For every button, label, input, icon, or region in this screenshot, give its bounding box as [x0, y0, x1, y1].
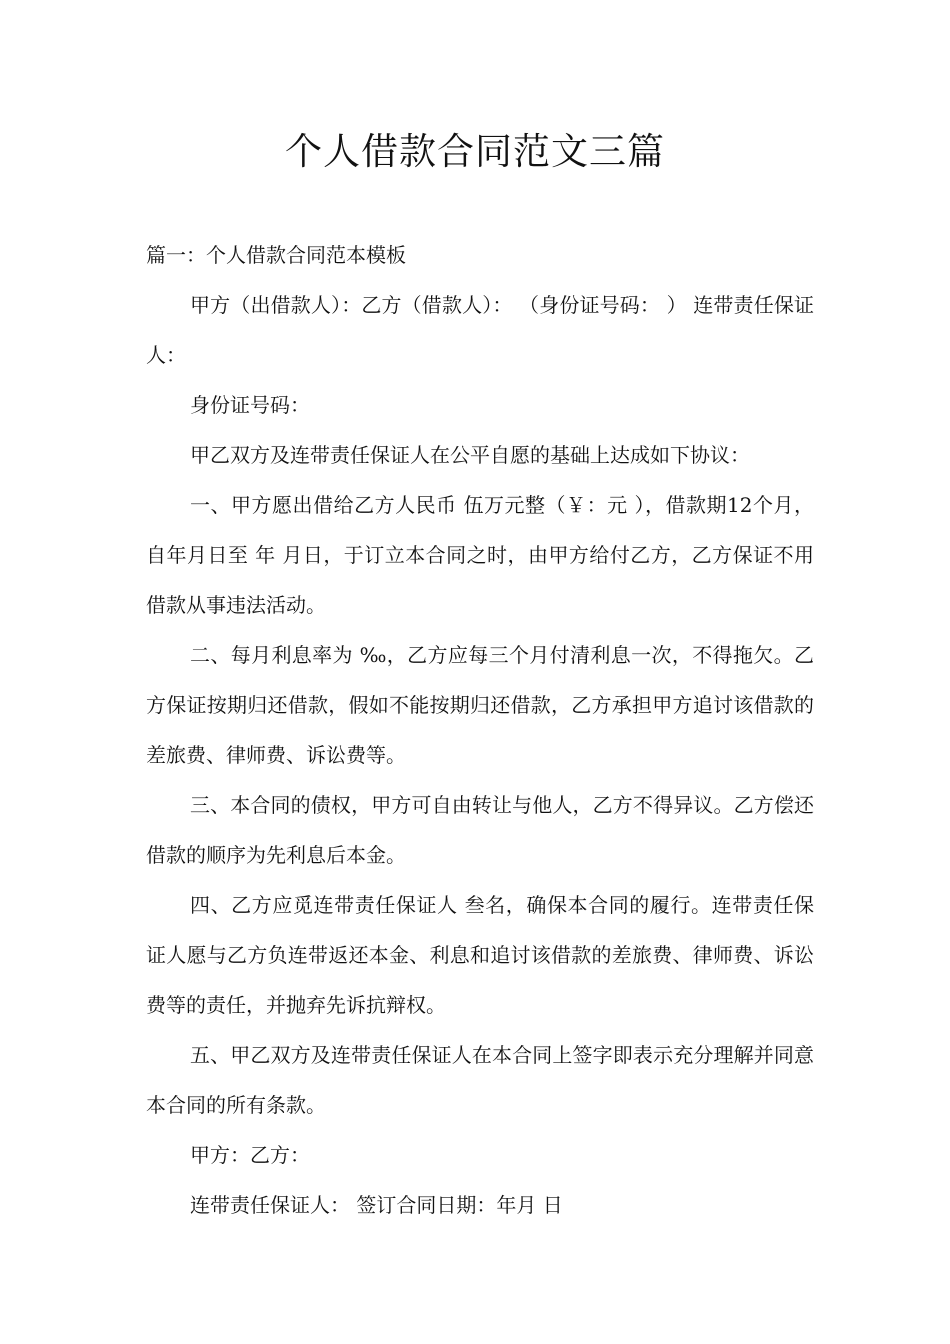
paragraph-id-number: 身份证号码：: [190, 393, 310, 417]
paragraph-agreement-intro: 甲乙双方及连带责任保证人在公平自愿的基础上达成如下协议：: [190, 443, 750, 467]
paragraph-guarantor-date: 连带责任保证人： 签订合同日期：年月 日: [190, 1193, 563, 1217]
paragraph-clause-5: 五、甲乙双方及连带责任保证人在本合同上签字即表示充分理解并同意本合同的所有条款。: [146, 1043, 814, 1117]
paragraph-clause-4: 四、乙方应觅连带责任保证人 叁名，确保本合同的履行。连带责任保证人愿与乙方负连带返还本金、利息和追讨该借款的差旅费、律师费、诉讼费等的责任，并抛弃先诉抗辩权。: [146, 893, 814, 1017]
section-heading: 篇一：个人借款合同范本模板: [146, 243, 406, 267]
paragraph-clause-2: 二、每月利息率为 ‰，乙方应每三个月付清利息一次，不得拖欠。乙方保证按期归还借款，假如不能按期归还借款，乙方承担甲方追讨该借款的差旅费、律师费、诉讼费等。: [146, 643, 814, 767]
paragraph-clause-1: 一、甲方愿出借给乙方人民币 伍万元整（￥：元 ），借款期12个月，自年月日至 年 月日，于订立本合同之时，由甲方给付乙方，乙方保证不用借款从事违法活动。: [146, 493, 814, 617]
document-body: [146, 230, 814, 1230]
document-title: 个人借款合同范文三篇: [285, 130, 665, 173]
paragraph-parties: 甲方（出借款人）：乙方（借款人）： （身份证号码： ） 连带责任保证人：: [146, 293, 814, 367]
paragraph-clause-3: 三、本合同的债权，甲方可自由转让与他人，乙方不得异议。乙方偿还借款的顺序为先利息后本金。: [146, 793, 814, 867]
paragraph-signatures: 甲方：乙方：: [190, 1143, 310, 1167]
